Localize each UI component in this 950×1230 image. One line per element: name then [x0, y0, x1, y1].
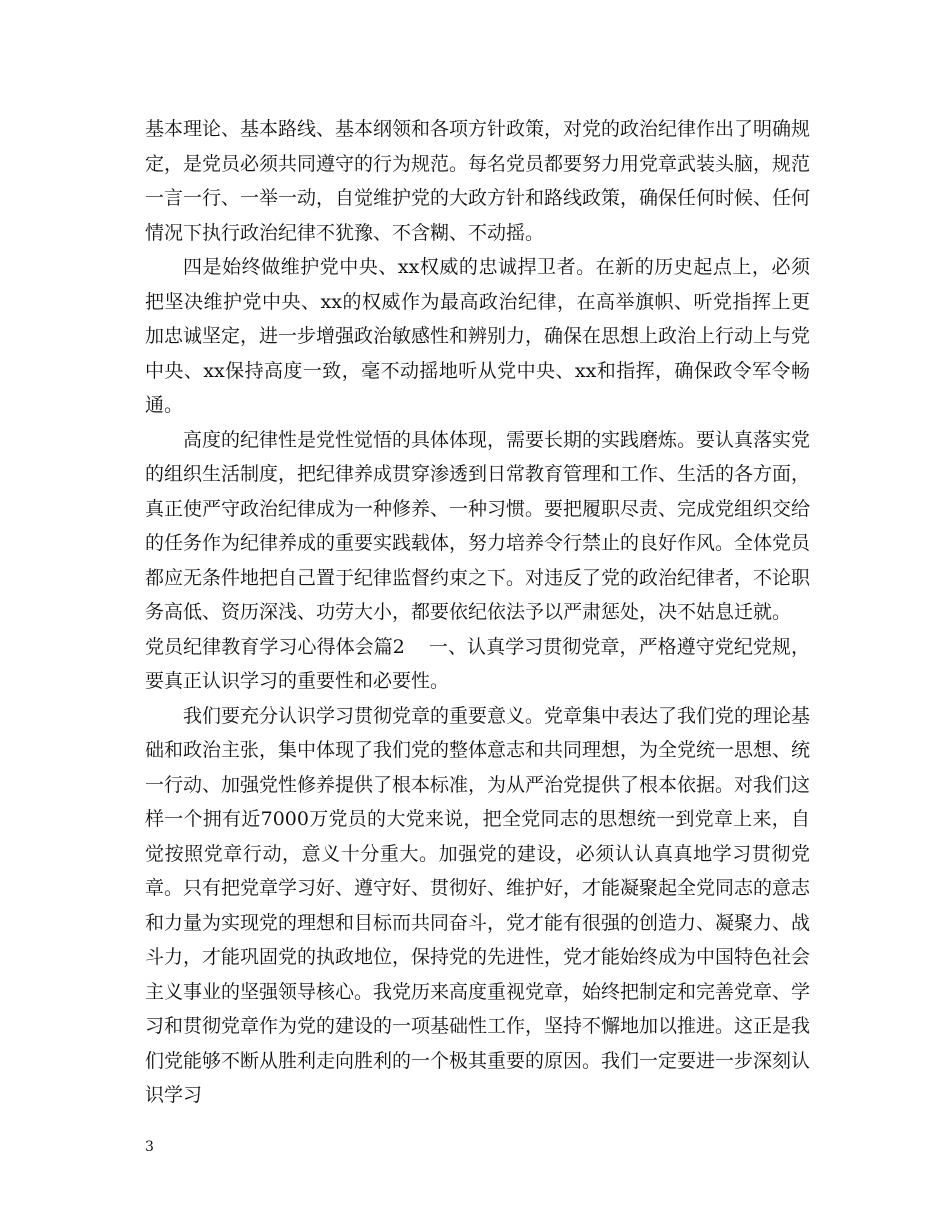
- paragraph-4: [145, 630, 810, 699]
- document-body: [145, 112, 810, 1113]
- paragraph-2: 四是始终做维护党中央、xx权威的忠诚捍卫者。在新的历史起点上，必须把坚决维护党中央、xx的权威作为最高政治纪律，在高举旗帜、听党指挥上更加忠诚坚定，进一步增强政治敏感性和辨别力，确保在思想上政治上行动上与党中央、xx保持高度一致，毫不动摇地听从党中央、xx和指挥，确保政令军令畅通。: [145, 256, 811, 416]
- paragraph-3: 高度的纪律性是党性觉悟的具体体现，需要长期的实践磨炼。要认真落实党的组织生活制度，把纪律养成贯穿渗透到日常教育管理和工作、生活的各方面，真正使严守政治纪律成为一种修养、一种习惯。要把履职尽责、完成党组织交给的任务作为纪律养成的重要实践载体，努力培养令行禁止的良好作风。全体党员都应无条件地把自己置于纪律监督约束之下。对违反了党的政治纪律者，不论职务高低、资历深浅、功劳大小，都要依纪依法予以严肃惩处，决不姑息迁就。: [145, 428, 811, 623]
- page-number: 3: [145, 1139, 154, 1155]
- paragraph-4-text: 一、认真学习贯彻党章，严格遵守党纪党规，要真正认识学习的重要性和必要性。: [145, 635, 810, 692]
- section-heading: 党员纪律教育学习心得体会篇2: [145, 635, 405, 658]
- paragraph-5: 我们要充分认识学习贯彻党章的重要意义。党章集中表达了我们党的理论基础和政治主张，集中体现了我们党的整体意志和共同理想，为全党统一思想、统一行动、加强党性修养提供了根本标准，为从严治党提供了根本依据。对我们这样一个拥有近7000万党员的大党来说，把全党同志的思想统一到党章上来，自觉按照党章行动，意义十分重大。加强党的建设，必须认认真真地学习贯彻党章。只有把党章学习好、遵守好、贯彻好、维护好，才能凝聚起全党同志的意志和力量为实现党的理想和目标而共同奋斗，党才能有很强的创造力、凝聚力、战斗力，才能巩固党的执政地位，保持党的先进性，党才能始终成为中国特色社会主义事业的坚强领导核心。我党历来高度重视党章，始终把制定和完善党章、学习和贯彻党章作为党的建设的一项基础性工作，坚持不懈地加以推进。这正是我们党能够不断从胜利走向胜利的一个极其重要的原因。我们一定要进一步深刻认识学习: [145, 704, 811, 1106]
- paragraph-1: 基本理论、基本路线、基本纲领和各项方针政策，对党的政治纪律作出了明确规定，是党员必须共同遵守的行为规范。每名党员都要努力用党章武装头脑，规范一言一行、一举一动，自觉维护党的大政方针和路线政策，确保任何时候、任何情况下执行政治纪律不犹豫、不含糊、不动摇。: [145, 118, 811, 244]
